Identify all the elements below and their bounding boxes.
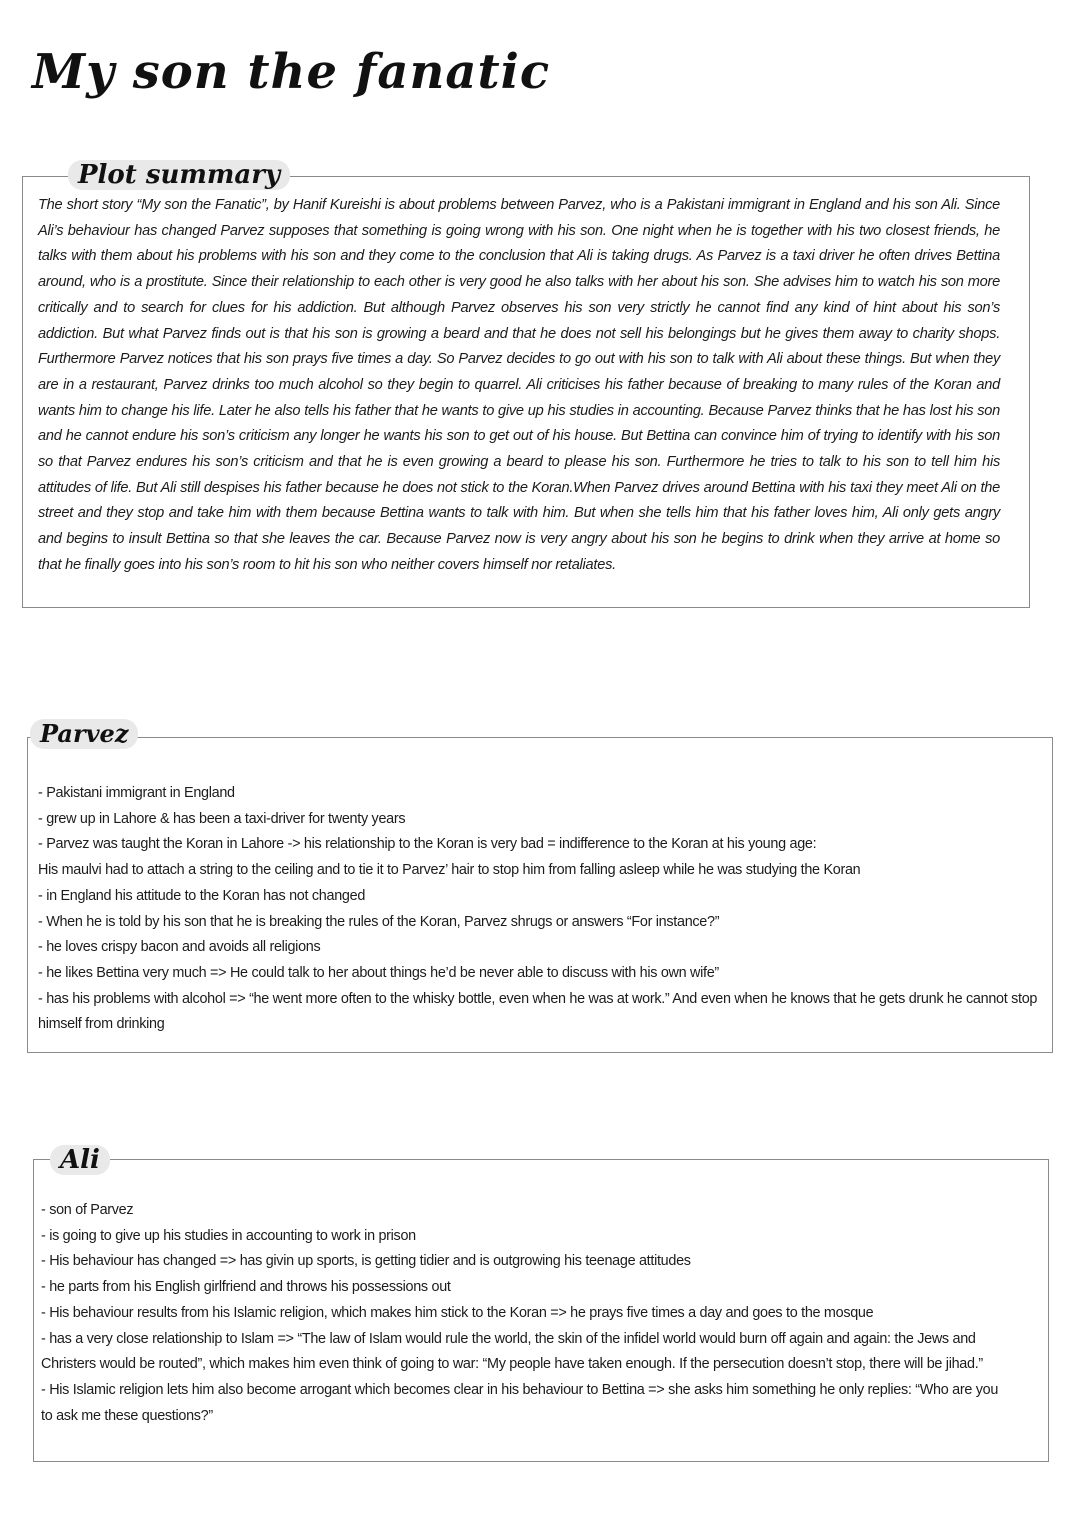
list-item: - has his problems with alcohol => “he went more often to the whisky bottle, even when he was at work.” And even when he knows that he gets drunk he cannot stop himself from drinking [38, 990, 1038, 1033]
list-item: - he loves crispy bacon and avoids all religions [38, 939, 321, 956]
list-item: His maulvi had to attach a string to the ceiling and to tie it to Parvez’ hair to stop him from falling asleep while he was studying the Koran [38, 862, 861, 879]
list-item: - His behaviour has changed => has givin up sports, is getting tidier and is outgrowing his teenage attitudes [41, 1253, 691, 1270]
list-item: - His behaviour results from his Islamic religion, which makes him stick to the Koran => he prays five times a day and goes to the mosque [41, 1304, 874, 1321]
list-item: - grew up in Lahore & has been a taxi-driver for twenty years [38, 810, 406, 827]
list-item: - has a very close relationship to Islam => “The law of Islam would rule the world, the skin of the infidel world would burn off again and again: the Jews and Christers would be routed”, which makes him even think of going to war: “My people have taken enough. If the persecution doesn’t stop, there will be jihad.” [41, 1330, 983, 1373]
list-item: - he likes Bettina very much => He could talk to her about things he’d be never able to discuss with his own wife” [38, 964, 719, 981]
ali-heading: Ali [50, 1145, 110, 1175]
parvez-heading: Parvez [30, 719, 138, 749]
page-title: My son the fanatic [32, 44, 551, 100]
list-item: - son of Parvez [41, 1202, 134, 1218]
list-item: - Pakistani immigrant in England [38, 785, 235, 801]
list-item: - is going to give up his studies in accounting to work in prison [41, 1227, 416, 1244]
plot-summary-text: The short story “My son the Fanatic”, by Hanif Kureishi is about problems between Parvez, who is a Pakistani immigrant in England and his son Ali. Since Ali’s behaviour has changed Parvez supposes that something is going wrong with his son. One night when he is together with his two closest friends, he talks with them about his problems with his son and they come to the conclusion that Ali is taking drugs. As Parvez is a taxi driver he often drives Bettina around, who is a prostitute. Since their relationship to each other is very good he also talks with her about his son. She advises him to watch his son more critically and to search for clues for his addiction. But although Parvez observes his son very strictly he cannot find any kind of hint about his son’s addiction. But what Parvez finds out is that his son is growing a beard and that he does not sell his belongings but he gives them away to charity shops. Furthermore Parvez notices that his son prays five times a day. So Parvez decides to go out with his son to talk with Ali about these things. But when they are in a restaurant, Parvez drinks too much alcohol so they begin to quarrel. Ali criticises his father because of breaking to many rules of the Koran and wants him to change his life. Later he also tells his father that he wants to give up his studies in accounting. Because Parvez thinks that he has lost his son and he cannot endure his son’s criticism any longer he wants his son to get out of his house. But Bettina can convince him of trying to identify with his son so that Parvez endures his son’s criticism and that he is even growing a beard to please his son. Furthermore he tries to talk to his son to tell him his attitudes of life. But Ali still despises his father because he does not stick to the Koran.When Parvez drives around Bettina with his taxi they meet Ali on the street and they stop and take him with them because Bettina wants to talk with him. But when she tells him that his father loves him, Ali only gets angry and begins to insult Bettina so that she leaves the car. Because Parvez now is very angry about his son he begins to drink when they arrive at home so that he finally goes into his son’s room to hit his son who neither covers himself nor retaliates. [38, 197, 1000, 573]
parvez-list [38, 781, 1050, 1038]
list-item: - Parvez was taught the Koran in Lahore -> his relationship to the Koran is very bad = indifference to the Koran at his young age: [38, 836, 817, 853]
plot-summary-heading: Plot summary [68, 160, 290, 190]
list-item: - When he is told by his son that he is breaking the rules of the Koran, Parvez shrugs or answers “For instance?” [38, 913, 720, 930]
list-item: - in England his attitude to the Koran has not changed [38, 887, 366, 904]
ali-list [41, 1198, 1001, 1429]
list-item: - he parts from his English girlfriend and throws his possessions out [41, 1279, 451, 1296]
list-item: - His Islamic religion lets him also become arrogant which becomes clear in his behaviour to Bettina => she asks him something he only replies: “Who are you to ask me these questions?” [41, 1381, 999, 1424]
